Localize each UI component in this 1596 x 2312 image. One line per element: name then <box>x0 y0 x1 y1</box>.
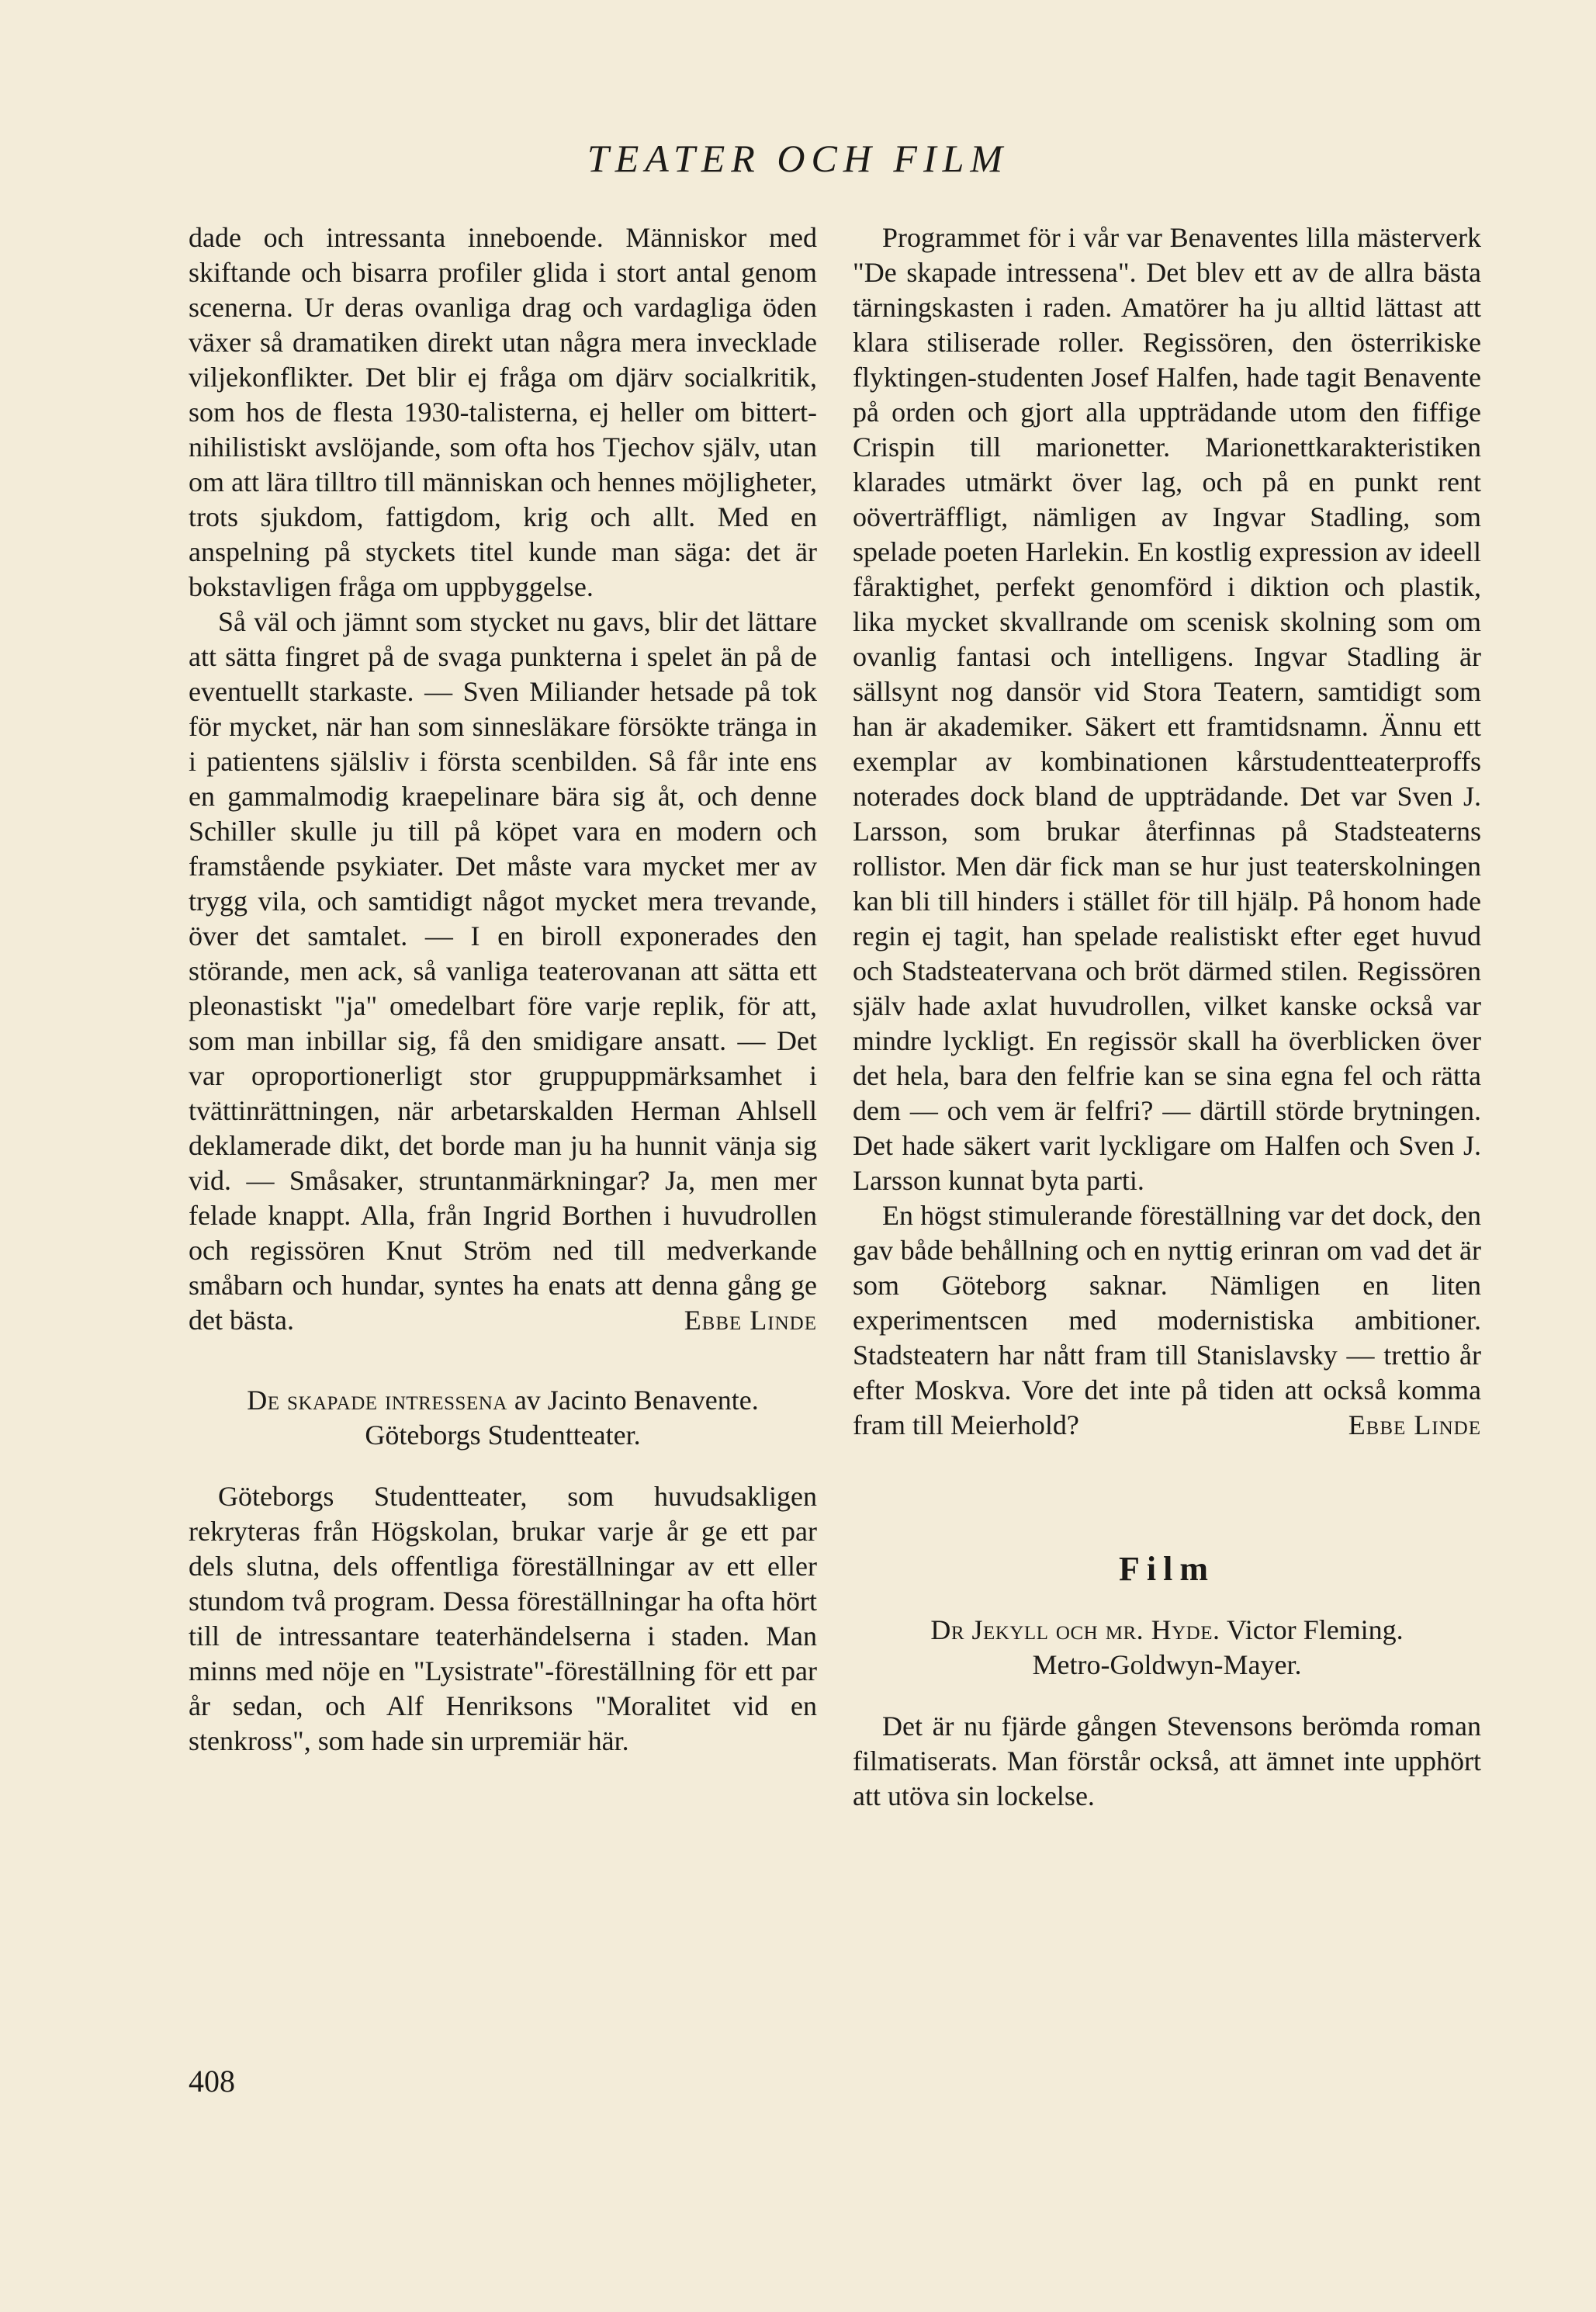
paragraph: Det är nu fjärde gången Stevensons berömda roman filmatiserats. Man förstår också, att ämnet inte upphört att utöva sin lockelse. <box>853 1711 1481 1811</box>
author-signature: Ebbe Linde <box>684 1305 817 1336</box>
left-column <box>189 220 817 1759</box>
section-title: Film <box>1119 1550 1215 1588</box>
paragraph <box>853 1198 1481 1443</box>
paragraph <box>189 605 817 1338</box>
paragraph-text: En högst stimulerande föreställning var det dock, den gav både behållning och en nyttig erinran om vad det är som Göteborg saknar. Nämligen en liten experimentscen med modernistiska ambitioner. Stadsteatern har nått fram till Stanislavsky — trettio år efter Moskva. Vore det inte på tiden att också komma fram till Meierhold? <box>853 1200 1481 1440</box>
paragraph: dade och intressanta inneboende. Människor med skiftande och bisarra profiler glida i stort antal genom scenerna. Ur deras ovanliga drag och vardagliga öden växer så dramatiken direkt utan några mera invecklade viljekonflikter. Det blir ej fråga om djärv socialkritik, som hos de flesta 1930-talisterna, ej heller om bittert-nihilistiskt avslöjande, som ofta hos Tjechov själv, utan om att lära tilltro till människan och hennes möjligheter, trots sjukdom, fattigdom, krig och allt. Med en anspelning på styckets titel kunde man säga: det är bokstavligen fråga om uppbyggelse. <box>189 222 817 602</box>
running-head: TEATER OCH FILM <box>587 137 1009 180</box>
right-column <box>853 220 1481 1814</box>
review-venue: Göteborgs Studentteater. <box>365 1419 641 1451</box>
paragraph-text: Så väl och jämnt som stycket nu gavs, blir det lättare att sätta fingret på de svaga punkterna i spelet än på de eventuellt starkaste. — Sven Miliander hetsade på tok för mycket, när han som sinnesläkare försökte tränga in i patientens själsliv i första scenbilden. Så får inte ens en gammalmodig kraepelinare bära sig åt, och denne Schiller skulle ju till på köpet vara en modern och framstående psykiater. Det måste vara mycket mer av trygg vila, och samtidigt något mycket mera trevande, över det samtalet. — I en biroll exponerades den störande, men ack, så vanliga teaterovanan att sätta ett pleonastiskt "ja" omedelbart före varje replik, för att, som man inbillar sig, få den smidigare ansatt. — Det var oproportionerligt stor gruppuppmärksamhet i tvättinrättningen, när arbetarskalden Herman Ahlsell deklamerade dikt, det borde man ju ha hunnit vänja sig vid. — Småsaker, struntanmärkningar? Ja, men mer felade knappt. Alla, från Ingrid Borthen i huvudrollen och regissören Knut Ström ned till medverkande småbarn och hundar, syntes ha enats att denna gång ge det bästa. <box>189 606 817 1336</box>
review-author: av Jacinto Benavente. <box>514 1385 759 1416</box>
film-director: Victor Fleming. <box>1226 1614 1404 1645</box>
film-title: Dr Jekyll och mr. Hyde. <box>930 1614 1220 1645</box>
paragraph: Göteborgs Studentteater, som huvudsakligen rekryteras från Högskolan, brukar varje år ge ett par dels slutna, dels offentliga föreställningar av ett eller stundom två program. Dessa föreställningar ha ofta hört till de intressantare teaterhändelserna i staden. Man minns med nöje en "Lysistrate"-föreställning för ett par år sedan, och Alf Henriksons "Moralitet vid en stenkross", som hade sin urpremiär här. <box>189 1481 817 1756</box>
review-title: De skapade intressena <box>247 1385 507 1416</box>
film-heading <box>853 1613 1481 1683</box>
film-studio: Metro-Goldwyn-Mayer. <box>1032 1649 1302 1680</box>
review-heading <box>189 1383 817 1453</box>
paragraph: Programmet för i vår var Benaventes lilla mästerverk "De skapade intressena". Det blev ett av de allra bästa tärningskasten i raden. Amatörer ha ju alltid lättast att klara stiliserade roller. Regissören, den österrikiske flyktingen-studenten Josef Halfen, hade tagit Benavente på orden och gjort alla uppträdande utom den fiffige Crispin till marionetter. Marionettkarakteristiken klarades utmärkt över lag, och på en punkt rent oöverträffligt, nämligen av Ingvar Stadling, som spelade poeten Harlekin. En kostlig expression av ideell fåraktighet, perfekt genomförd i diktion och plastik, lika mycket skvallrande om scenisk skolning som om ovanlig fantasi och intelligens. Ingvar Stadling är sällsynt nog dansör vid Stora Teatern, samtidigt som han är akademiker. Säkert ett framtidsnamn. Ännu ett exemplar av kombinationen kårstudentteaterproffs noterades dock bland de uppträdande. Det var Sven J. Larsson, som brukar återfinnas på Stadsteaterns rollistor. Men där fick man se hur just teaterskolningen kan bli till hinders i stället för till hjälp. På honom hade regin ej tagit, han spelade realistiskt efter eget huvud och Stadsteatervana och bröt därmed stilen. Regissören själv hade axlat huvudrollen, vilket kanske också var mindre lyckligt. En regissör skall ha överblicken över det hela, bara den felfrie kan se sina egna fel och rätta dem — och vem är felfri? — därtill störde brytningen. Det hade säkert varit lyckligare om Halfen och Sven J. Larsson kunnat byta parti. <box>853 222 1481 1196</box>
page-number: 408 <box>189 2064 235 2099</box>
author-signature: Ebbe Linde <box>1348 1409 1481 1440</box>
